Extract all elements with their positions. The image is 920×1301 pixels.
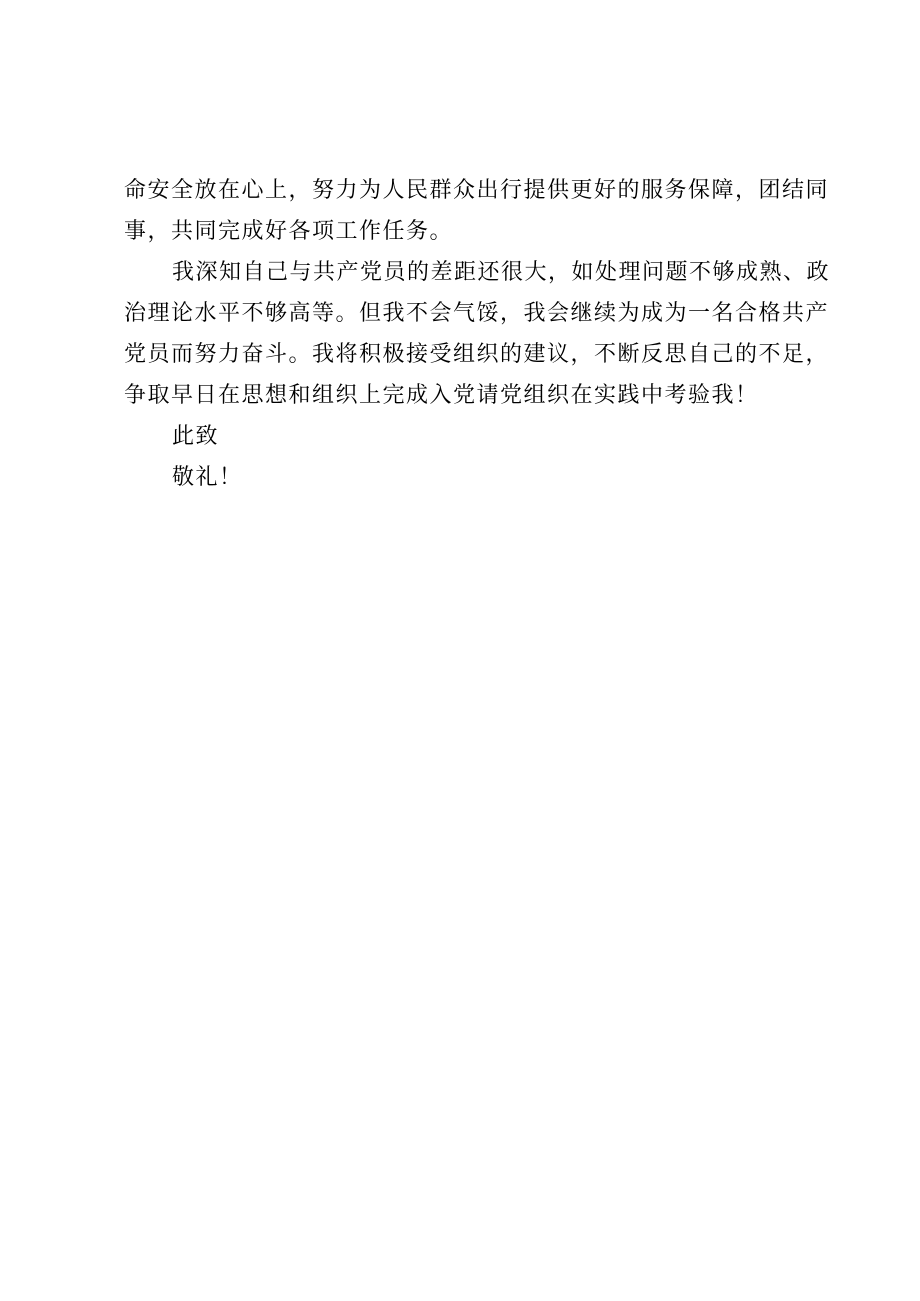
paragraph-2 xyxy=(124,252,831,416)
letter-body xyxy=(124,170,831,498)
paragraph-1 xyxy=(124,170,830,252)
paragraph-1-line-1: 命安全放在心上，努力为人民群众出行提供更好的服务保障，团结同 xyxy=(124,178,830,203)
paragraph-2-line-2: 治理论水平不够高等。但我不会气馁，我会继续为成为一名合格共产 xyxy=(124,301,830,326)
closing-regards: 敬礼！ xyxy=(172,465,243,490)
paragraph-1-line-2: 事，共同完成好各项工作任务。 xyxy=(124,219,454,244)
paragraph-2-line-4: 争取早日在思想和组织上完成入党请党组织在实践中考验我！ xyxy=(124,383,759,408)
paragraph-2-line-3: 党员而努力奋斗。我将积极接受组织的建议，不断反思自己的不足， xyxy=(124,342,830,367)
closing-salutation: 此致 xyxy=(172,424,220,449)
paragraph-2-line-1: 我深知自己与共产党员的差距还很大，如处理问题不够成熟、政 xyxy=(172,260,831,285)
